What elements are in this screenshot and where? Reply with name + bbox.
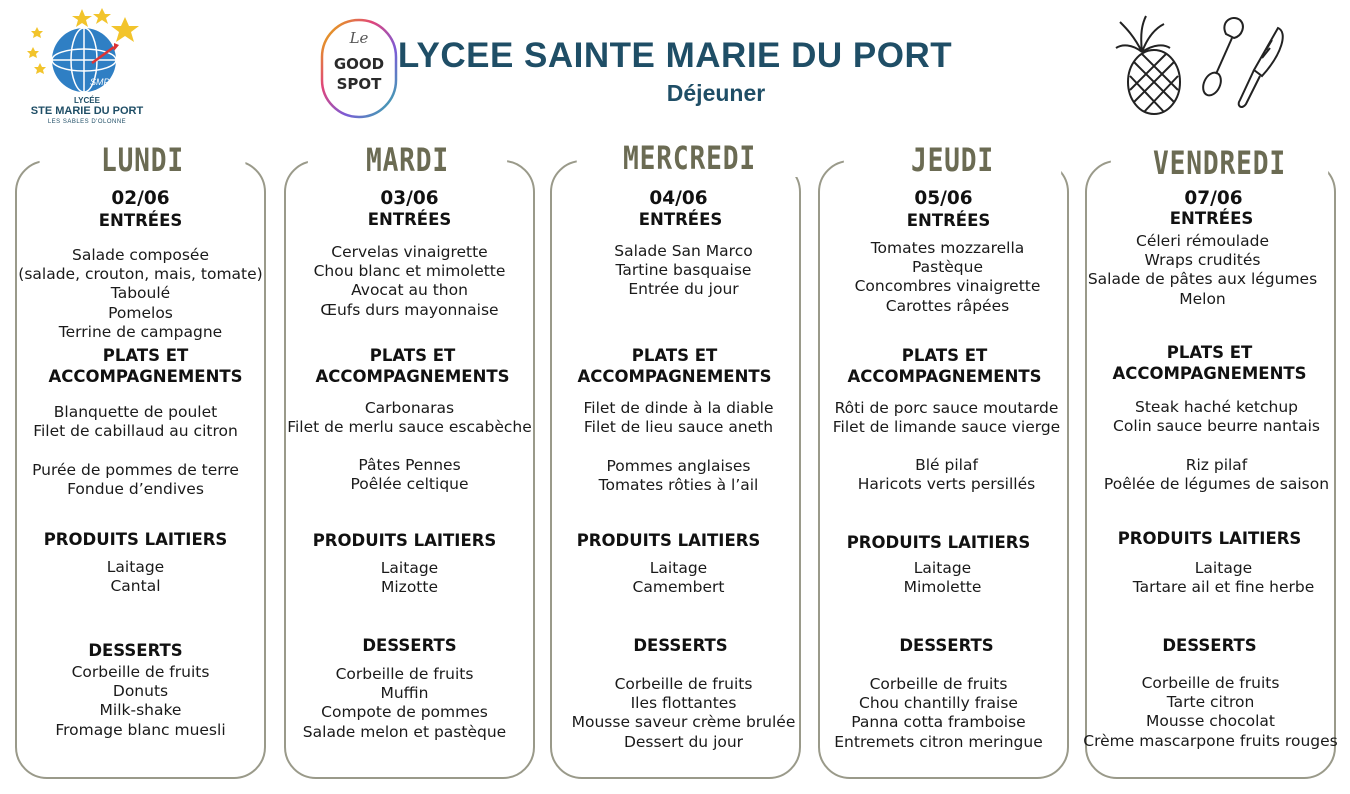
list-item: Corbeille de fruits bbox=[869, 675, 1008, 693]
list-item: Cervelas vinaigrette bbox=[331, 243, 488, 261]
list-item: Salade melon et pastèque bbox=[302, 722, 507, 741]
day-card-lundi bbox=[15, 141, 266, 779]
school-logo-line3: LES SABLES D'OLONNE bbox=[47, 119, 127, 125]
list-item: Laitage bbox=[106, 558, 165, 576]
day-name: MERCREDI bbox=[577, 139, 803, 177]
list-item: Salade de pâtes aux légumes bbox=[1087, 270, 1318, 289]
entrees-list bbox=[2, 246, 279, 342]
list-item: Pommes anglaises bbox=[606, 457, 751, 475]
day-name: LUNDI bbox=[40, 141, 246, 179]
list-item: Filet de dinde à la diable bbox=[583, 399, 774, 417]
accompagnements-list bbox=[552, 457, 805, 495]
plats-heading-line2: ACCOMPAGNEMENTS bbox=[577, 367, 772, 386]
entrees-list bbox=[820, 239, 1075, 316]
plats-heading-line1: PLATS ET bbox=[901, 346, 988, 365]
page-title: LYCEE SAINTE MARIE DU PORT bbox=[397, 36, 953, 75]
list-item: Panna cotta framboise bbox=[851, 713, 1026, 732]
list-item: Laitage bbox=[649, 559, 708, 577]
day-date: 04/06 bbox=[649, 188, 708, 209]
list-item: Mousse chocolat bbox=[1145, 712, 1275, 731]
list-item: Carottes râpées bbox=[885, 296, 1010, 315]
list-item: Corbeille de fruits bbox=[335, 665, 474, 683]
list-item: Iles flottantes bbox=[630, 694, 737, 713]
desserts-heading: DESSERTS bbox=[362, 636, 457, 655]
list-item: Fromage blanc muesli bbox=[55, 720, 226, 739]
list-item: Steak haché ketchup bbox=[1134, 398, 1299, 416]
entrees-list bbox=[286, 243, 533, 320]
laitiers-heading: PRODUITS LAITIERS bbox=[312, 531, 497, 550]
day-card-mardi bbox=[284, 141, 535, 779]
list-item: Cantal bbox=[110, 577, 161, 596]
desserts-list bbox=[552, 675, 815, 752]
laitiers-list bbox=[1087, 559, 1350, 597]
plats-heading bbox=[17, 345, 274, 387]
list-item: Mousse saveur crème brulée bbox=[571, 713, 796, 732]
list-item: Entrée du jour bbox=[628, 280, 739, 299]
plats-heading-line2: ACCOMPAGNEMENTS bbox=[48, 367, 243, 386]
plats-heading-line1: PLATS ET bbox=[631, 346, 718, 365]
desserts-list bbox=[286, 665, 523, 742]
list-item: Corbeille de fruits bbox=[614, 675, 753, 693]
plats-heading-line2: ACCOMPAGNEMENTS bbox=[847, 367, 1042, 386]
goodspot-spot: SPOT bbox=[336, 75, 382, 93]
desserts-heading: DESSERTS bbox=[88, 641, 183, 660]
plats-list bbox=[286, 399, 533, 437]
list-item: Filet de limande sauce vierge bbox=[832, 418, 1061, 437]
list-item: Haricots verts persillés bbox=[857, 475, 1036, 494]
day-card-mercredi bbox=[550, 139, 801, 779]
entrees-heading: ENTRÉES bbox=[638, 210, 723, 229]
list-item: Tomates mozzarella bbox=[870, 239, 1025, 257]
entrees-heading: ENTRÉES bbox=[98, 211, 183, 230]
list-item: Poêlée de légumes de saison bbox=[1103, 475, 1330, 494]
school-logo-line1: LYCÉE bbox=[74, 96, 100, 105]
list-item: Pâtes Pennes bbox=[358, 456, 461, 474]
accompagnements-list bbox=[286, 456, 533, 494]
page-subtitle: Déjeuner bbox=[666, 80, 766, 106]
laitiers-heading: PRODUITS LAITIERS bbox=[846, 533, 1031, 552]
desserts-heading: DESSERTS bbox=[899, 636, 994, 655]
laitiers-list bbox=[17, 558, 254, 596]
list-item: Filet de merlu sauce escabèche bbox=[287, 418, 532, 437]
entrees-list bbox=[552, 242, 815, 300]
entrees-heading: ENTRÉES bbox=[1169, 209, 1254, 228]
list-item: Pastèque bbox=[911, 258, 984, 277]
list-item: (salade, crouton, mais, tomate) bbox=[18, 265, 263, 284]
school-logo bbox=[22, 5, 152, 127]
list-item: Blanquette de poulet bbox=[53, 403, 218, 421]
laitiers-list bbox=[820, 559, 1065, 597]
list-item: Tartare ail et fine herbe bbox=[1132, 578, 1315, 597]
plats-list bbox=[820, 399, 1073, 437]
list-item: Salade San Marco bbox=[614, 242, 753, 260]
list-item: Donuts bbox=[112, 682, 169, 701]
entrees-heading: ENTRÉES bbox=[367, 210, 452, 229]
list-item: Tomates rôties à l’ail bbox=[598, 476, 759, 495]
school-logo-line2: STE MARIE DU PORT bbox=[30, 105, 144, 117]
desserts-list bbox=[820, 675, 1057, 752]
day-date: 05/06 bbox=[914, 188, 973, 209]
list-item: Pomelos bbox=[108, 303, 173, 322]
day-name: MARDI bbox=[308, 141, 507, 179]
laitiers-heading: PRODUITS LAITIERS bbox=[43, 530, 228, 549]
list-item: Corbeille de fruits bbox=[1141, 674, 1280, 692]
desserts-list bbox=[17, 663, 264, 740]
day-date: 07/06 bbox=[1184, 188, 1243, 209]
list-item: Mimolette bbox=[903, 578, 982, 597]
plats-heading bbox=[552, 345, 797, 387]
plats-list bbox=[552, 399, 805, 437]
list-item: Taboulé bbox=[110, 284, 171, 303]
list-item: Avocat au thon bbox=[351, 281, 468, 300]
list-item: Entremets citron meringue bbox=[834, 732, 1043, 751]
list-item: Laitage bbox=[380, 559, 439, 577]
plats-list bbox=[1087, 398, 1346, 436]
list-item: Muffin bbox=[380, 684, 429, 703]
list-item: Laitage bbox=[1194, 559, 1253, 577]
svg-text:SMP: SMP bbox=[90, 77, 110, 87]
plats-heading bbox=[820, 345, 1069, 387]
list-item: Dessert du jour bbox=[623, 732, 744, 751]
list-item: Tarte citron bbox=[1166, 693, 1255, 712]
list-item: Chou blanc et mimolette bbox=[313, 262, 506, 281]
laitiers-heading: PRODUITS LAITIERS bbox=[1117, 529, 1302, 548]
accompagnements-list bbox=[820, 456, 1073, 494]
desserts-heading: DESSERTS bbox=[633, 636, 728, 655]
laitiers-heading: PRODUITS LAITIERS bbox=[576, 531, 761, 550]
day-card-vendredi bbox=[1083, 144, 1338, 779]
list-item: Mizotte bbox=[381, 578, 438, 597]
list-item: Œufs durs mayonnaise bbox=[320, 300, 499, 319]
goodspot-logo bbox=[319, 17, 399, 120]
list-item: Wraps crudités bbox=[1144, 251, 1261, 270]
list-item: Fondue d’endives bbox=[67, 480, 204, 499]
plats-heading-line1: PLATS ET bbox=[369, 346, 456, 365]
plats-heading bbox=[286, 345, 539, 387]
list-item: Crème mascarpone fruits rouges bbox=[1083, 731, 1338, 750]
accompagnements-list bbox=[1087, 456, 1346, 494]
plats-heading-line1: PLATS ET bbox=[102, 346, 189, 365]
list-item: Céleri rémoulade bbox=[1136, 232, 1269, 250]
list-item: Poêlée celtique bbox=[350, 475, 469, 494]
list-item: Concombres vinaigrette bbox=[854, 277, 1041, 296]
day-name: JEUDI bbox=[844, 141, 1061, 179]
desserts-list bbox=[1081, 674, 1340, 751]
list-item: Camembert bbox=[632, 578, 725, 597]
goodspot-good: GOOD bbox=[333, 55, 385, 73]
globe-stars-icon bbox=[22, 5, 152, 97]
list-item: Corbeille de fruits bbox=[71, 663, 210, 681]
entrees-heading: ENTRÉES bbox=[906, 211, 991, 230]
list-item: Chou chantilly fraise bbox=[859, 694, 1018, 713]
list-item: Laitage bbox=[913, 559, 972, 577]
list-item: Blé pilaf bbox=[915, 456, 978, 474]
pineapple-utensils-icon bbox=[1112, 14, 1292, 124]
plats-heading-line2: ACCOMPAGNEMENTS bbox=[1112, 364, 1307, 383]
day-name: VENDREDI bbox=[1111, 144, 1328, 182]
desserts-heading: DESSERTS bbox=[1162, 636, 1257, 655]
day-date: 03/06 bbox=[380, 188, 439, 209]
list-item: Filet de cabillaud au citron bbox=[33, 422, 238, 441]
list-item: Terrine de campagne bbox=[58, 322, 223, 341]
goodspot-le: Le bbox=[349, 29, 369, 47]
entrees-list bbox=[1087, 232, 1318, 309]
list-item: Melon bbox=[1179, 289, 1226, 308]
laitiers-list bbox=[286, 559, 533, 597]
day-date: 02/06 bbox=[111, 188, 170, 209]
list-item: Tartine basquaise bbox=[615, 261, 752, 280]
list-item: Rôti de porc sauce moutarde bbox=[834, 399, 1059, 417]
laitiers-list bbox=[552, 559, 805, 597]
list-item: Milk-shake bbox=[99, 701, 182, 720]
plats-heading-line2: ACCOMPAGNEMENTS bbox=[315, 367, 510, 386]
list-item: Compote de pommes bbox=[321, 703, 488, 722]
list-item: Colin sauce beurre nantais bbox=[1113, 417, 1320, 436]
plats-list bbox=[17, 403, 254, 441]
list-item: Carbonaras bbox=[364, 399, 455, 417]
accompagnements-list bbox=[17, 461, 254, 499]
list-item: Salade composée bbox=[71, 246, 210, 264]
list-item: Riz pilaf bbox=[1185, 456, 1248, 474]
list-item: Purée de pommes de terre bbox=[32, 461, 239, 479]
day-card-jeudi bbox=[818, 141, 1069, 779]
plats-heading-line1: PLATS ET bbox=[1166, 343, 1253, 362]
list-item: Filet de lieu sauce aneth bbox=[583, 418, 774, 437]
plats-heading bbox=[1087, 342, 1332, 384]
